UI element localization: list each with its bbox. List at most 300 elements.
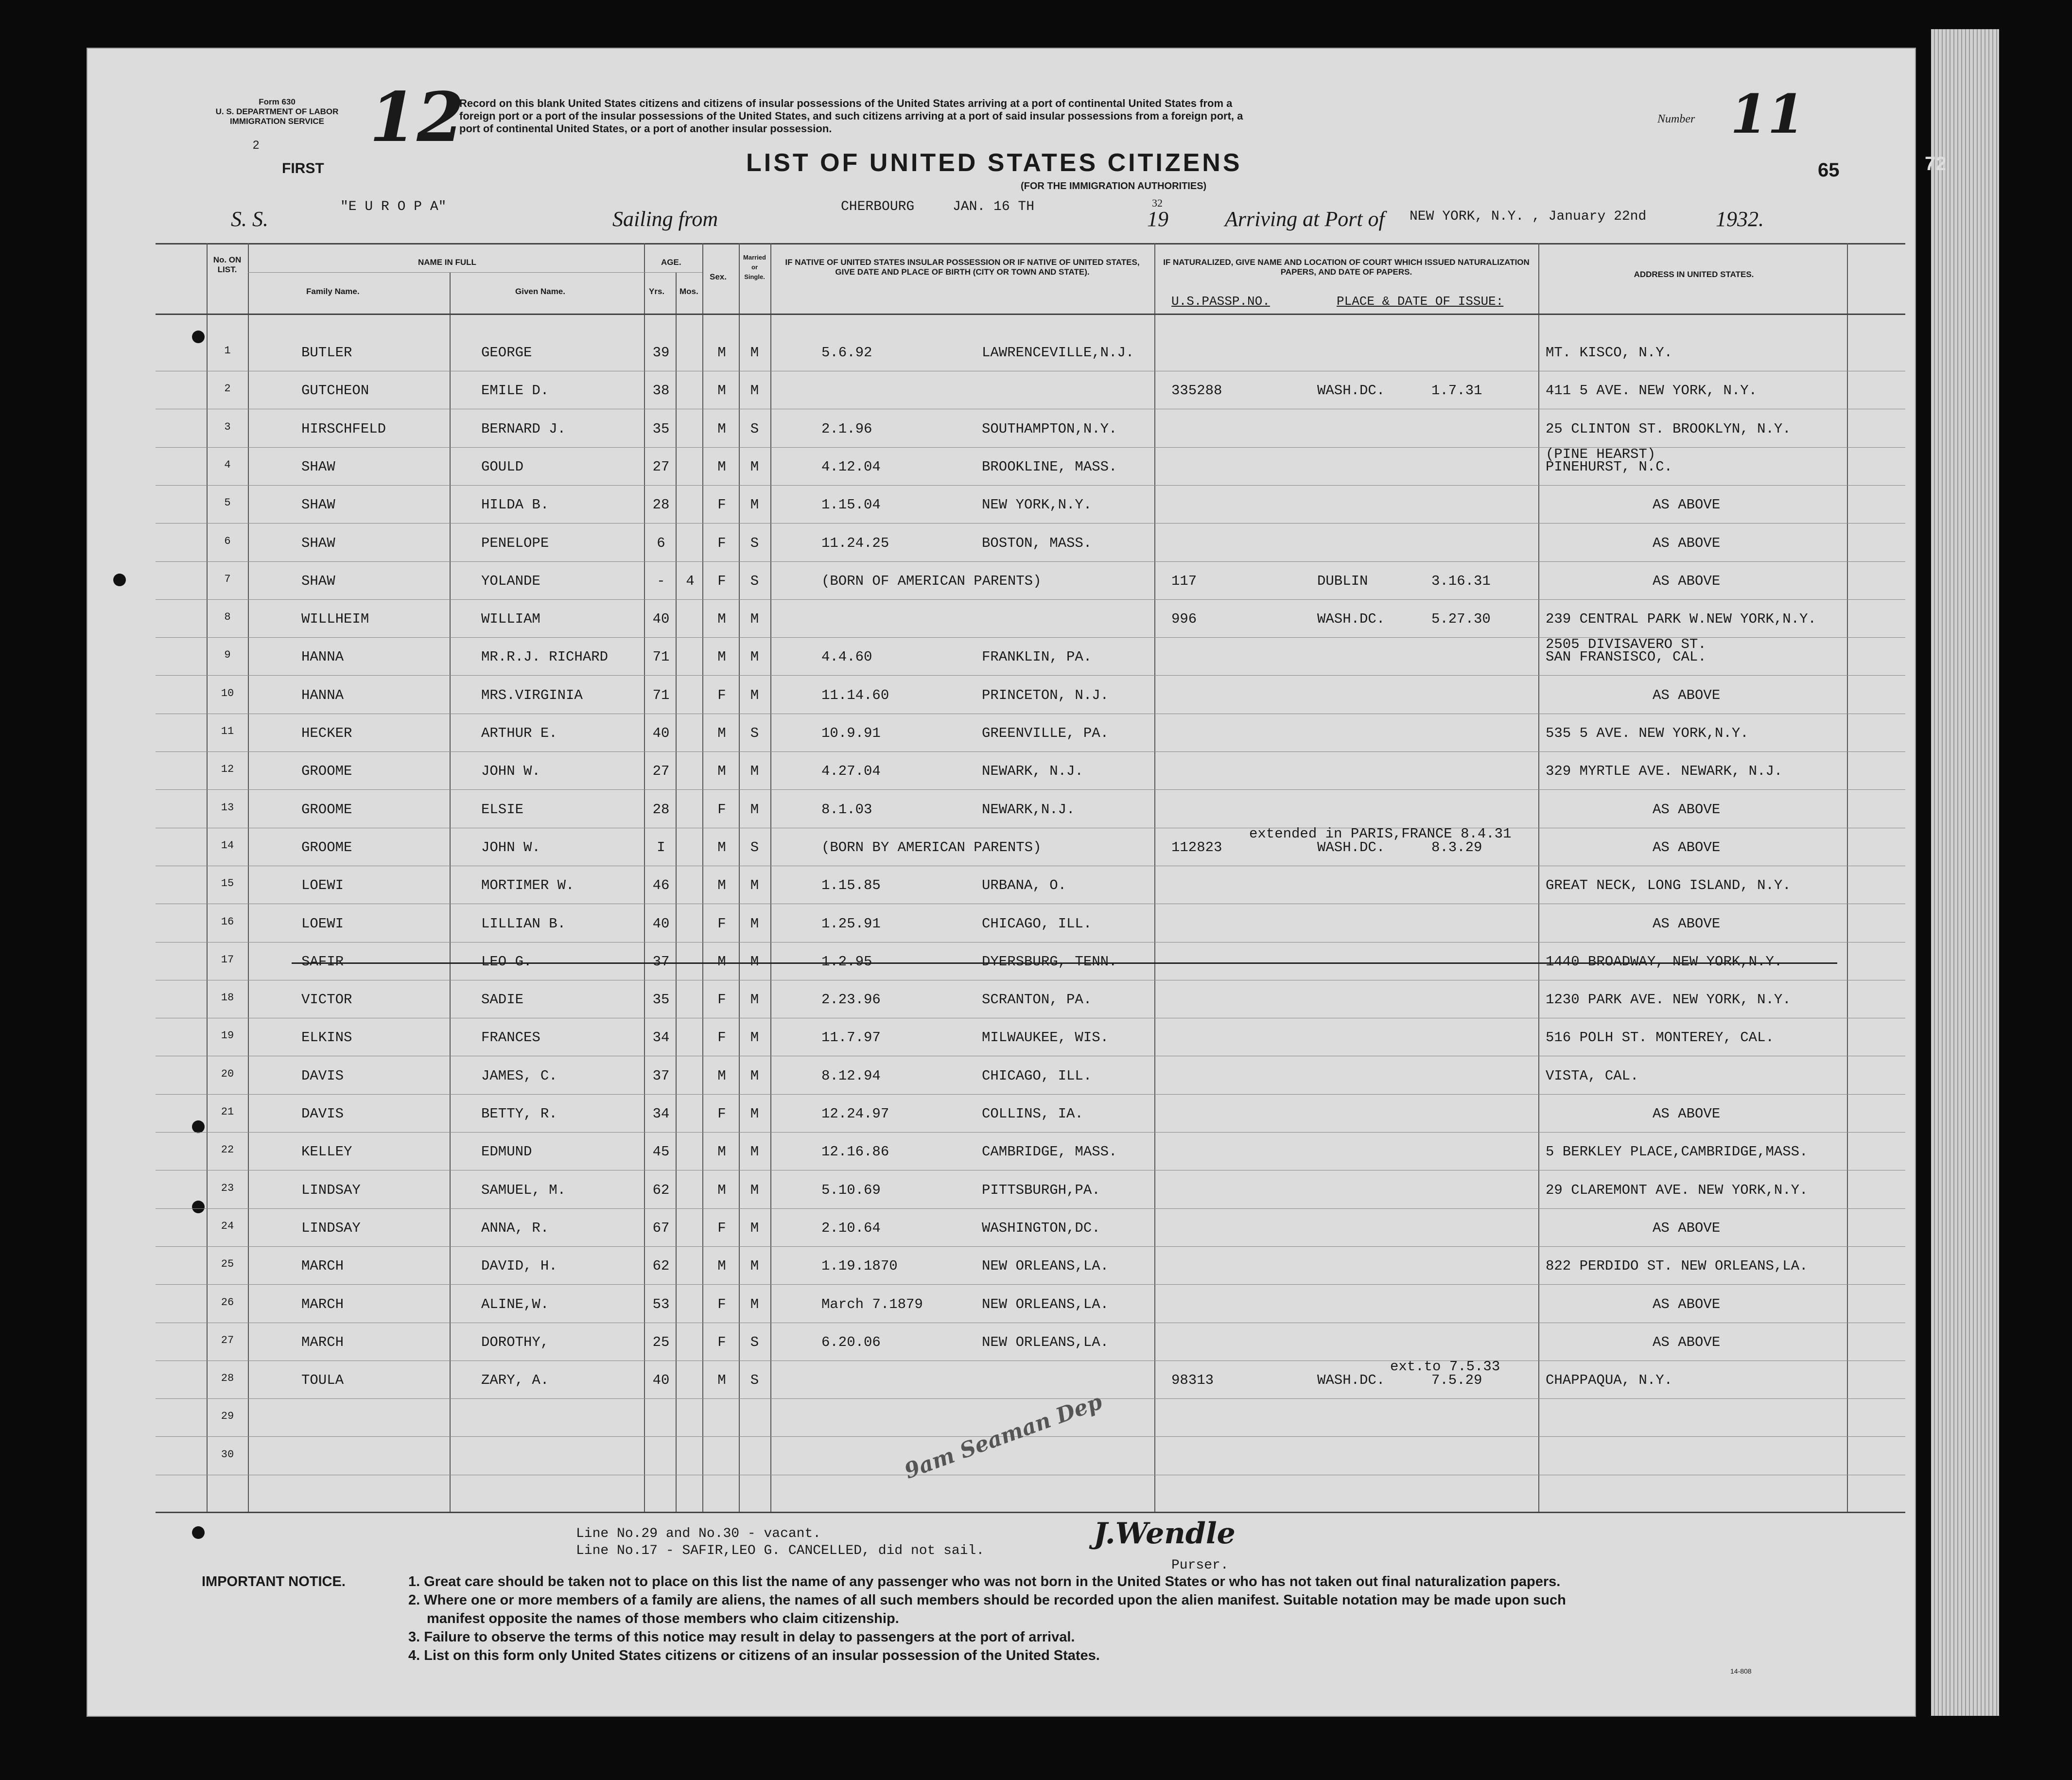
birth-date: 8.12.94 xyxy=(821,1067,881,1084)
given-name: EDMUND xyxy=(481,1144,532,1160)
notice-label: IMPORTANT NOTICE. xyxy=(202,1574,346,1589)
sex: F xyxy=(717,1220,726,1236)
sex: M xyxy=(717,1258,726,1274)
col-header-birth: IF NATIVE OF UNITED STATES INSULAR POSSESSION OR IF NATIVE OF UNITED STATES, GIVE DATE AND PLACE OF BIRTH (CITY OR TOWN AND STATE). xyxy=(785,258,1140,277)
married-single: M xyxy=(750,1144,759,1160)
given-name: JOHN W. xyxy=(481,839,540,855)
birth-date: 8.1.03 xyxy=(821,801,872,818)
col-rule xyxy=(207,243,208,1512)
age-years: 67 xyxy=(652,1220,670,1236)
passport-number: 112823 xyxy=(1171,839,1222,855)
form-identifier: Form 630 U. S. DEPARTMENT OF LABOR IMMIGRATION SERVICE xyxy=(215,97,339,126)
address: 411 5 AVE. NEW YORK, N.Y. xyxy=(1546,383,1758,399)
address: AS ABOVE xyxy=(1653,839,1721,855)
family-name: VICTOR xyxy=(301,992,352,1008)
birth-date: March 7.1879 xyxy=(821,1296,923,1312)
col-rule xyxy=(702,243,703,1512)
notice-item: 2. Where one or more members of a family are aliens, the names of all such members should be recorded upon the alien manifest. Suitable notation may be made upon such xyxy=(408,1592,1566,1608)
notice-item: 1. Great care should be taken not to place on this list the name of any passenger who was not born in the United States or who has not taken out final naturalization papers. xyxy=(408,1574,1561,1589)
sex: F xyxy=(717,1106,726,1122)
row-rule xyxy=(156,599,1905,600)
page-number-72: 72 xyxy=(1925,153,1947,175)
given-name: LEO G. xyxy=(481,953,532,970)
passport-extension-note: ext.to 7.5.33 xyxy=(1390,1359,1500,1375)
row-number: 7 xyxy=(224,573,231,585)
address: 29 CLAREMONT AVE. NEW YORK,N.Y. xyxy=(1546,1182,1808,1198)
address: 329 MYRTLE AVE. NEWARK, N.J. xyxy=(1546,763,1783,780)
row-number: 21 xyxy=(221,1106,234,1118)
col-rule xyxy=(248,243,249,1512)
form-mark: 2 xyxy=(253,139,260,152)
married-single: S xyxy=(750,725,759,741)
address: AS ABOVE xyxy=(1653,801,1721,818)
row-number: 26 xyxy=(221,1296,234,1309)
age-months: 4 xyxy=(686,573,695,589)
row-number: 19 xyxy=(221,1030,234,1042)
sex: M xyxy=(717,1067,726,1084)
punch-hole xyxy=(192,1526,205,1539)
row-rule xyxy=(156,1132,1905,1133)
passport-place: WASH.DC. xyxy=(1317,611,1385,628)
address: AS ABOVE xyxy=(1653,1220,1721,1236)
family-name: GROOME xyxy=(301,801,352,818)
age-years: I xyxy=(657,839,665,855)
given-name: BETTY, R. xyxy=(481,1106,557,1122)
page-stack-edge xyxy=(1931,29,1999,1716)
arrival-year: 1932. xyxy=(1716,207,1764,231)
married-single: S xyxy=(750,535,759,551)
married-single: M xyxy=(750,915,759,932)
address: AS ABOVE xyxy=(1653,535,1721,551)
col-header-no: No. ON LIST. xyxy=(213,255,242,274)
married-single: S xyxy=(750,839,759,855)
age-years: 62 xyxy=(652,1182,670,1198)
class-label: FIRST xyxy=(282,160,324,176)
address: 1230 PARK AVE. NEW YORK, N.Y. xyxy=(1546,992,1791,1008)
sex: F xyxy=(717,535,726,551)
address: AS ABOVE xyxy=(1653,1334,1721,1350)
age-years: 27 xyxy=(652,458,670,475)
passport-date: 3.16.31 xyxy=(1431,573,1491,589)
family-name: KELLEY xyxy=(301,1144,352,1160)
handwritten-list-number: 12 xyxy=(369,78,464,157)
purser-signature: J.Wendle xyxy=(1094,1517,1236,1551)
birth-place: NEWARK, N.J. xyxy=(982,763,1083,780)
row-rule xyxy=(156,751,1905,752)
birth-place: BOSTON, MASS. xyxy=(982,535,1092,551)
married-single: S xyxy=(750,1334,759,1350)
arrival-port-date: NEW YORK, N.Y. , January 22nd xyxy=(1410,209,1647,224)
age-years: 40 xyxy=(652,915,670,932)
given-name: ELSIE xyxy=(481,801,524,818)
row-number: 11 xyxy=(221,725,234,737)
page-subtitle: (FOR THE IMMIGRATION AUTHORITIES) xyxy=(1021,181,1207,192)
row-rule xyxy=(156,523,1905,524)
address: CHAPPAQUA, N.Y. xyxy=(1546,1372,1673,1389)
family-name: LOEWI xyxy=(301,877,344,894)
given-name: ZARY, A. xyxy=(481,1372,549,1389)
sex: F xyxy=(717,1296,726,1312)
birth-date: 12.24.97 xyxy=(821,1106,889,1122)
given-name: JOHN W. xyxy=(481,763,540,780)
given-name: ALINE,W. xyxy=(481,1296,549,1312)
sex: M xyxy=(717,1372,726,1389)
birth-date: (BORN BY AMERICAN PARENTS) xyxy=(821,839,1042,855)
year-label: 19 xyxy=(1147,207,1168,231)
birth-place: NEW ORLEANS,LA. xyxy=(982,1296,1109,1312)
col-rule xyxy=(770,243,771,1512)
punch-hole xyxy=(192,1120,205,1133)
birth-date: 5.6.92 xyxy=(821,345,872,361)
age-years: 35 xyxy=(652,992,670,1008)
col-header-mos: Mos. xyxy=(679,287,698,296)
family-name: BUTLER xyxy=(301,345,352,361)
row-number: 12 xyxy=(221,763,234,776)
married-single: S xyxy=(750,1372,759,1389)
row-rule xyxy=(156,1284,1905,1285)
address: VISTA, CAL. xyxy=(1546,1067,1639,1084)
sex: M xyxy=(717,649,726,665)
address: GREAT NECK, LONG ISLAND, N.Y. xyxy=(1546,877,1791,894)
address: 25 CLINTON ST. BROOKLYN, N.Y. xyxy=(1546,420,1791,437)
sex: F xyxy=(717,687,726,703)
col-header-yrs: Yrs. xyxy=(649,287,665,296)
age-years: 34 xyxy=(652,1106,670,1122)
sex: M xyxy=(717,725,726,741)
family-name: TOULA xyxy=(301,1372,344,1389)
sex: F xyxy=(717,992,726,1008)
col-header-address: ADDRESS IN UNITED STATES. xyxy=(1634,270,1754,279)
col-header-age: AGE. xyxy=(661,258,681,267)
family-name: MARCH xyxy=(301,1296,344,1312)
family-name: SHAW xyxy=(301,573,335,589)
birth-place: DYERSBURG, TENN. xyxy=(982,953,1117,970)
row-number: 20 xyxy=(221,1067,234,1080)
sex: F xyxy=(717,1334,726,1350)
passport-extension-note: extended in PARIS,FRANCE 8.4.31 xyxy=(1249,825,1512,842)
birth-place: LAWRENCEVILLE,N.J. xyxy=(982,345,1134,361)
given-name: LILLIAN B. xyxy=(481,915,566,932)
col-rule xyxy=(1154,243,1155,1512)
row-number: 3 xyxy=(224,420,231,433)
sex: M xyxy=(717,420,726,437)
row-number: 17 xyxy=(221,953,234,966)
given-name: ANNA, R. xyxy=(481,1220,549,1236)
passport-date: 1.7.31 xyxy=(1431,383,1482,399)
form-code: 14-808 xyxy=(1730,1667,1752,1675)
address: MT. KISCO, N.Y. xyxy=(1546,345,1673,361)
purser-label: Purser. xyxy=(1171,1558,1229,1573)
given-name: HILDA B. xyxy=(481,497,549,513)
married-single: M xyxy=(750,1030,759,1046)
col-header-family: Family Name. xyxy=(306,287,360,296)
birth-date: 4.27.04 xyxy=(821,763,881,780)
age-years: 62 xyxy=(652,1258,670,1274)
sex: F xyxy=(717,801,726,818)
row-rule xyxy=(156,1398,1905,1399)
given-name: PENELOPE xyxy=(481,535,549,551)
row-rule xyxy=(156,1208,1905,1209)
given-name: YOLANDE xyxy=(481,573,540,589)
birth-date: 2.1.96 xyxy=(821,420,872,437)
sex: F xyxy=(717,1030,726,1046)
row-number: 16 xyxy=(221,915,234,928)
birth-date: 4.4.60 xyxy=(821,649,872,665)
address: AS ABOVE xyxy=(1653,1296,1721,1312)
address: AS ABOVE xyxy=(1653,915,1721,932)
number-value: 11 xyxy=(1730,83,1805,145)
sailing-label: Sailing from xyxy=(612,207,718,231)
birth-date: 5.10.69 xyxy=(821,1182,881,1198)
address-line-2: 2505 DIVISAVERO ST. xyxy=(1546,636,1706,653)
sex: M xyxy=(717,839,726,855)
birth-place: SOUTHAMPTON,N.Y. xyxy=(982,420,1117,437)
sex: M xyxy=(717,763,726,780)
married-single: S xyxy=(750,573,759,589)
given-name: MR.R.J. RICHARD xyxy=(481,649,609,665)
birth-place: BROOKLINE, MASS. xyxy=(982,458,1117,475)
married-single: M xyxy=(750,497,759,513)
birth-date: 2.23.96 xyxy=(821,992,881,1008)
col-header-sex: Sex. xyxy=(710,272,727,281)
row-number: 9 xyxy=(224,649,231,662)
header-bottom-rule xyxy=(156,314,1905,315)
passport-place: DUBLIN xyxy=(1317,573,1368,589)
sailing-port: CHERBOURG xyxy=(841,199,915,214)
sex: F xyxy=(717,573,726,589)
age-years: 46 xyxy=(652,877,670,894)
col-rule xyxy=(1538,243,1539,1512)
age-years: 35 xyxy=(652,420,670,437)
married-single: M xyxy=(750,1106,759,1122)
address: SAN FRANSISCO, CAL. xyxy=(1546,649,1706,665)
family-name: LOEWI xyxy=(301,915,344,932)
given-name: JAMES, C. xyxy=(481,1067,557,1084)
given-name: SADIE xyxy=(481,992,524,1008)
table-bottom-rule xyxy=(156,1512,1905,1513)
birth-date: 1.25.91 xyxy=(821,915,881,932)
given-name: DOROTHY, xyxy=(481,1334,549,1350)
age-years: 28 xyxy=(652,497,670,513)
row-number: 18 xyxy=(221,992,234,1004)
age-years: 45 xyxy=(652,1144,670,1160)
age-years: 40 xyxy=(652,611,670,628)
col-header-name: NAME IN FULL xyxy=(418,258,476,267)
col-rule xyxy=(739,243,740,1512)
address-line-2: (PINE HEARST) xyxy=(1546,446,1656,462)
col-rule xyxy=(1847,243,1848,1512)
family-name: SHAW xyxy=(301,497,335,513)
married-single: M xyxy=(750,763,759,780)
passport-date: 7.5.29 xyxy=(1431,1372,1482,1389)
age-years: 27 xyxy=(652,763,670,780)
col-rule xyxy=(676,272,677,1512)
sex: M xyxy=(717,458,726,475)
given-name: MRS.VIRGINIA xyxy=(481,687,583,703)
number-label: Number xyxy=(1657,113,1695,125)
passport-number: 117 xyxy=(1171,573,1197,589)
sex: M xyxy=(717,877,726,894)
birth-place: WASHINGTON,DC. xyxy=(982,1220,1100,1236)
birth-place: PRINCETON, N.J. xyxy=(982,687,1109,703)
given-name: SAMUEL, M. xyxy=(481,1182,566,1198)
address: 5 BERKLEY PLACE,CAMBRIDGE,MASS. xyxy=(1546,1144,1808,1160)
age-years: 28 xyxy=(652,801,670,818)
married-single: S xyxy=(750,420,759,437)
family-name: WILLHEIM xyxy=(301,611,369,628)
row-number: 23 xyxy=(221,1182,234,1194)
family-name: DAVIS xyxy=(301,1067,344,1084)
married-single: M xyxy=(750,687,759,703)
family-name: SHAW xyxy=(301,535,335,551)
married-single: M xyxy=(750,649,759,665)
family-name: ELKINS xyxy=(301,1030,352,1046)
row-number: 30 xyxy=(221,1448,234,1461)
row-number: 14 xyxy=(221,839,234,852)
ship-name: "E U R O P A" xyxy=(340,199,447,214)
family-name: MARCH xyxy=(301,1258,344,1274)
passport-place: WASH.DC. xyxy=(1317,1372,1385,1389)
married-single: M xyxy=(750,1296,759,1312)
row-number: 25 xyxy=(221,1258,234,1271)
age-years: 39 xyxy=(652,345,670,361)
age-years: 37 xyxy=(652,953,670,970)
sailing-date: JAN. 16 TH xyxy=(953,199,1035,214)
punch-hole xyxy=(113,574,126,586)
row-number: 2 xyxy=(224,383,231,395)
passport-number: 98313 xyxy=(1171,1372,1214,1389)
married-single: M xyxy=(750,1220,759,1236)
given-name: WILLIAM xyxy=(481,611,540,628)
family-name: HANNA xyxy=(301,687,344,703)
birth-date: 1.15.04 xyxy=(821,497,881,513)
passport-place: WASH.DC. xyxy=(1317,839,1385,855)
birth-place: FRANKLIN, PA. xyxy=(982,649,1092,665)
row-number: 28 xyxy=(221,1372,234,1385)
row-rule xyxy=(156,1094,1905,1095)
birth-place: MILWAUKEE, WIS. xyxy=(982,1030,1109,1046)
record-instructions: Record on this blank United States citizens and citizens of insular possessions of the United States arriving at a port of continental United States from a foreign port or a port of the insular possessions of the United States, and such citizens arriving at a port of said insular possessions from a foreign port, a port of continental United States, or a port of another insular possession. xyxy=(459,97,1243,135)
col-header-place-date: PLACE & DATE OF ISSUE: xyxy=(1337,294,1504,309)
birth-date: 6.20.06 xyxy=(821,1334,881,1350)
age-years: 40 xyxy=(652,725,670,741)
address: AS ABOVE xyxy=(1653,573,1721,589)
row-number: 27 xyxy=(221,1334,234,1346)
row-number: 8 xyxy=(224,611,231,624)
birth-place: NEW ORLEANS,LA. xyxy=(982,1258,1109,1274)
passport-place: WASH.DC. xyxy=(1317,383,1385,399)
col-rule xyxy=(644,243,645,1512)
arriving-label: Arriving at Port of xyxy=(1225,207,1385,231)
sex: F xyxy=(717,915,726,932)
col-header-given: Given Name. xyxy=(515,287,565,296)
handwritten-annotation: 9am Seaman Dep xyxy=(901,1389,1106,1484)
row-rule xyxy=(156,789,1905,790)
address: 535 5 AVE. NEW YORK,N.Y. xyxy=(1546,725,1749,741)
family-name: HANNA xyxy=(301,649,344,665)
punch-hole xyxy=(192,1201,205,1213)
given-name: MORTIMER W. xyxy=(481,877,575,894)
birth-place: COLLINS, IA. xyxy=(982,1106,1083,1122)
age-years: - xyxy=(657,573,665,589)
family-name: SHAW xyxy=(301,458,335,475)
notice-item: 4. List on this form only United States citizens or citizens of an insular possession of the United States. xyxy=(408,1648,1100,1663)
row-rule xyxy=(156,675,1905,676)
family-name: SAFIR xyxy=(301,953,344,970)
row-number: 24 xyxy=(221,1220,234,1232)
birth-date: 10.9.91 xyxy=(821,725,881,741)
passport-number: 996 xyxy=(1171,611,1197,628)
birth-date: 11.24.25 xyxy=(821,535,889,551)
married-single: M xyxy=(750,992,759,1008)
age-years: 71 xyxy=(652,687,670,703)
married-single: M xyxy=(750,383,759,399)
given-name: EMILE D. xyxy=(481,383,549,399)
footer-cancel-note: Line No.17 - SAFIR,LEO G. CANCELLED, did not sail. xyxy=(576,1543,985,1558)
address: 239 CENTRAL PARK W.NEW YORK,N.Y. xyxy=(1546,611,1816,628)
page-title: LIST OF UNITED STATES CITIZENS xyxy=(746,149,1242,177)
col-header-married: Married or Single. xyxy=(743,254,766,280)
married-single: M xyxy=(750,801,759,818)
address: AS ABOVE xyxy=(1653,1106,1721,1122)
family-name: MARCH xyxy=(301,1334,344,1350)
age-years: 71 xyxy=(652,649,670,665)
sex: M xyxy=(717,1144,726,1160)
married-single: M xyxy=(750,1182,759,1198)
family-name: GROOME xyxy=(301,839,352,855)
row-number: 29 xyxy=(221,1410,234,1423)
row-rule xyxy=(156,485,1905,486)
address: AS ABOVE xyxy=(1653,687,1721,703)
age-years: 34 xyxy=(652,1030,670,1046)
year-value: 32 xyxy=(1152,197,1163,209)
married-single: M xyxy=(750,458,759,475)
family-name: GROOME xyxy=(301,763,352,780)
age-years: 38 xyxy=(652,383,670,399)
sex: F xyxy=(717,497,726,513)
given-name: GEORGE xyxy=(481,345,532,361)
row-number: 22 xyxy=(221,1144,234,1156)
row-number: 15 xyxy=(221,877,234,890)
table-top-rule xyxy=(156,243,1905,244)
row-number: 5 xyxy=(224,497,231,509)
birth-place: CHICAGO, ILL. xyxy=(982,915,1092,932)
age-years: 53 xyxy=(652,1296,670,1312)
married-single: M xyxy=(750,1258,759,1274)
married-single: M xyxy=(750,953,759,970)
given-name: DAVID, H. xyxy=(481,1258,557,1274)
married-single: M xyxy=(750,1067,759,1084)
header-rule xyxy=(644,272,702,273)
birth-place: NEW YORK,N.Y. xyxy=(982,497,1092,513)
sex: M xyxy=(717,1182,726,1198)
family-name: LINDSAY xyxy=(301,1182,361,1198)
page-number-65: 65 xyxy=(1818,159,1840,181)
birth-date: 11.7.97 xyxy=(821,1030,881,1046)
birth-place: GREENVILLE, PA. xyxy=(982,725,1109,741)
sex: M xyxy=(717,383,726,399)
punch-hole xyxy=(192,331,205,343)
family-name: GUTCHEON xyxy=(301,383,369,399)
passport-date: 5.27.30 xyxy=(1431,611,1491,628)
sex: M xyxy=(717,611,726,628)
age-years: 25 xyxy=(652,1334,670,1350)
header-rule xyxy=(248,272,702,273)
address: 516 POLH ST. MONTEREY, CAL. xyxy=(1546,1030,1774,1046)
row-number: 13 xyxy=(221,801,234,814)
passport-number: 335288 xyxy=(1171,383,1222,399)
passport-date: 8.3.29 xyxy=(1431,839,1482,855)
